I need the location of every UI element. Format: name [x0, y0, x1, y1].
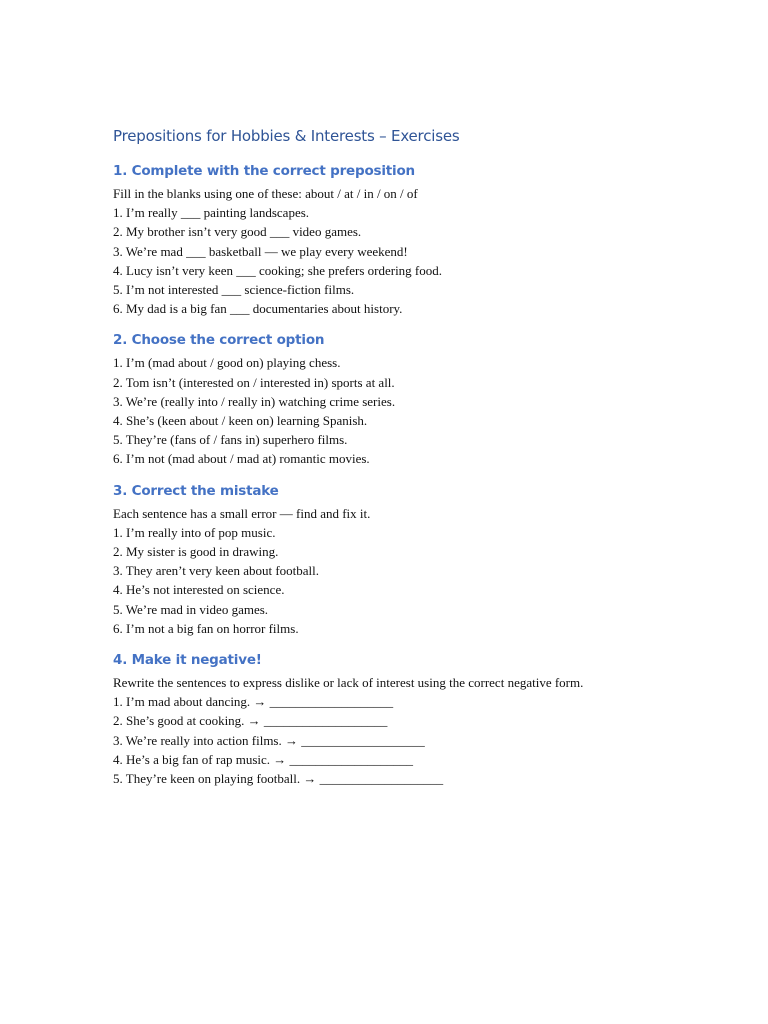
- section-heading: 3. Correct the mistake: [113, 482, 279, 499]
- section-heading: 1. Complete with the correct preposition: [113, 163, 415, 179]
- list-item: 4. Lucy isn’t very keen ___ cooking; she prefers ordering food.: [113, 262, 443, 278]
- list-item: 3. We’re really into action films. → ___________________: [113, 732, 425, 748]
- list-item: 3. We’re (really into / really in) watching crime series.: [113, 393, 396, 409]
- list-item: 1. I’m mad about dancing. → ___________________: [113, 694, 394, 710]
- list-item: 5. They’re keen on playing football. → ___________________: [113, 771, 444, 787]
- list-item: 5. We’re mad in video games.: [113, 601, 269, 617]
- list-item: 3. We’re mad ___ basketball — we play every weekend!: [113, 243, 408, 259]
- section-heading: 2. Choose the correct option: [113, 332, 325, 349]
- section-instruction: Fill in the blanks using one of these: about / at / in / on / of: [113, 186, 418, 201]
- section-instruction: Rewrite the sentences to express dislike or lack of interest using the correct negative form.: [113, 675, 584, 691]
- list-item: 2. Tom isn’t (interested on / interested in) sports at all.: [113, 374, 395, 390]
- list-item: 1. I’m really into of pop music.: [113, 524, 276, 540]
- list-item: 3. They aren’t very keen about football.: [113, 563, 320, 579]
- section-heading: 4. Make it negative!: [113, 652, 262, 669]
- section-1: [113, 161, 713, 318]
- exercise-list: [113, 692, 713, 788]
- exercise-list: [113, 353, 713, 468]
- exercise-list: [113, 523, 713, 638]
- list-item: 1. I’m (mad about / good on) playing chess.: [113, 355, 341, 371]
- list-item: 6. My dad is a big fan ___ documentaries about history.: [113, 301, 403, 317]
- section-instruction: Each sentence has a small error — find and fix it.: [113, 505, 371, 521]
- list-item: 6. I’m not (mad about / mad at) romantic movies.: [113, 451, 370, 467]
- list-item: 4. She’s (keen about / keen on) learning Spanish.: [113, 413, 368, 429]
- exercise-list: [113, 203, 713, 318]
- list-item: 5. They’re (fans of / fans in) superhero films.: [113, 432, 348, 448]
- list-item: 1. I’m really ___ painting landscapes.: [113, 205, 310, 221]
- list-item: 5. I’m not interested ___ science-fiction films.: [113, 282, 355, 298]
- section-4: [113, 650, 713, 788]
- list-item: 2. My brother isn’t very good ___ video games.: [113, 224, 362, 240]
- list-item: 2. She’s good at cooking. → ___________________: [113, 713, 388, 729]
- list-item: 2. My sister is good in drawing.: [113, 544, 279, 560]
- list-item: 4. He’s a big fan of rap music. → ___________________: [113, 751, 414, 767]
- section-3: [113, 481, 713, 638]
- worksheet-page: [113, 125, 713, 788]
- list-item: 6. I’m not a big fan on horror films.: [113, 620, 299, 636]
- list-item: 4. He’s not interested on science.: [113, 582, 285, 598]
- section-2: [113, 330, 713, 468]
- page-title: Prepositions for Hobbies & Interests – Exercises: [113, 127, 460, 145]
